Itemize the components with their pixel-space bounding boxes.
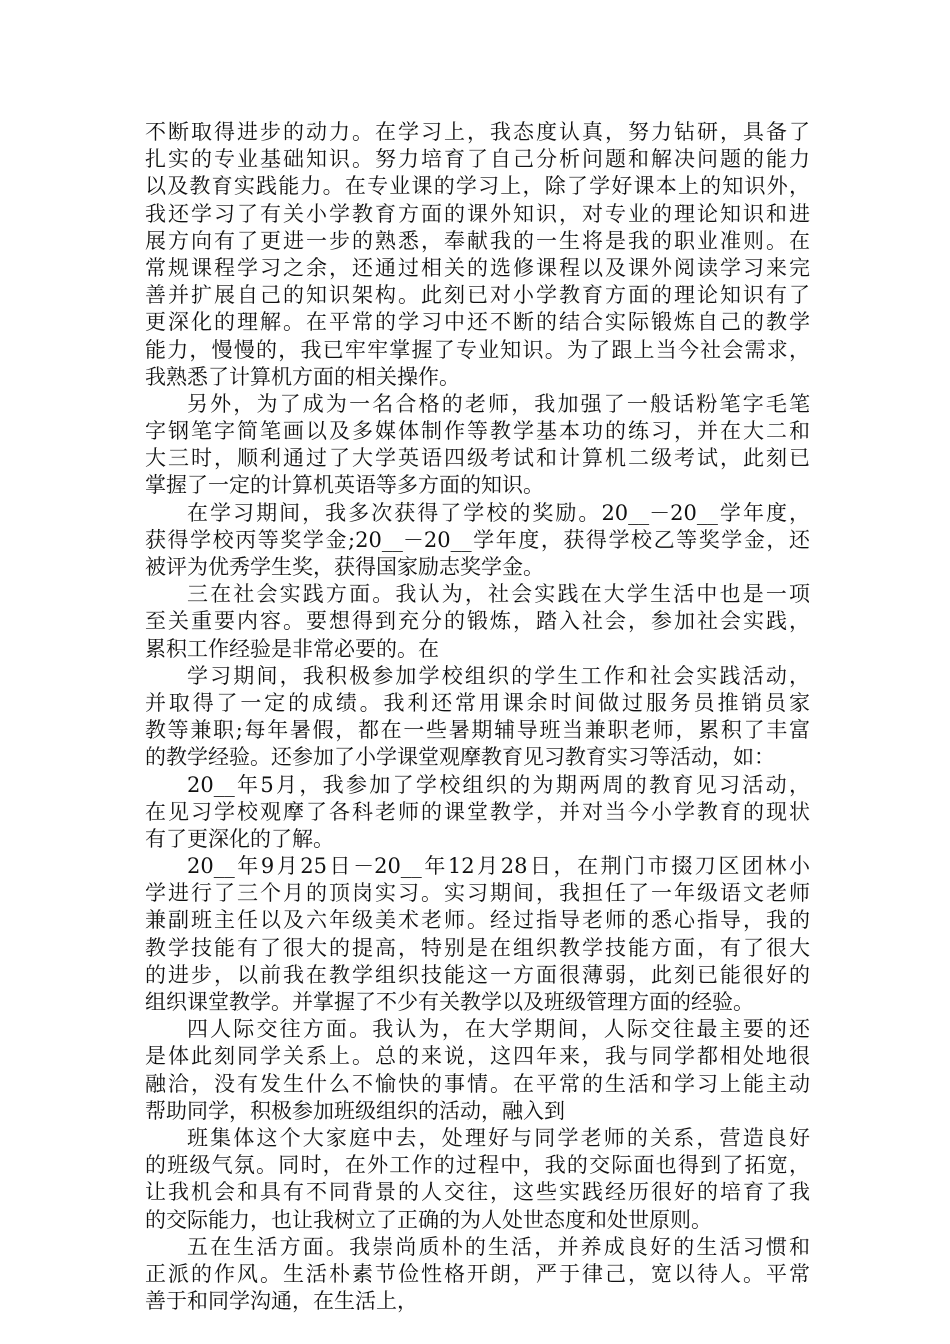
text-line: 在见习学校观摩了各科老师的课堂教学，并对当今小学教育的现状	[145, 799, 810, 824]
text-line: 更深化的理解。在平常的学习中还不断的结合实际锻炼自己的教学	[145, 310, 810, 335]
text-line: 有了更深化的了解。	[145, 826, 334, 851]
text-line: 的教学经验。还参加了小学课堂观摩教育见习教育实习等活动，如：	[145, 745, 775, 770]
text-line: 让我机会和具有不同背景的人交往，这些实践经历很好的培育了我	[145, 1180, 810, 1205]
text-line: 20__年9月25日－20__年12月28日，在荆门市掇刀区团林小	[187, 854, 810, 879]
text-line: 教等兼职;每年暑假，都在一些暑期辅导班当兼职老师，累积了丰富	[145, 718, 810, 743]
text-line: 并取得了一定的成绩。我利还常用课余时间做过服务员推销员家	[145, 690, 810, 715]
body-text	[145, 119, 810, 1315]
text-line: 的进步，以前我在教学组织技能这一方面很薄弱，此刻已能很好的	[145, 962, 810, 987]
text-line: 正派的作风。生活朴素节俭性格开朗，严于律己，宽以待人。平常	[145, 1261, 810, 1286]
text-line: 教学技能有了很大的提高，特别是在组织教学技能方面，有了很大	[145, 935, 810, 960]
text-line: 展方向有了更进一步的熟悉，奉献我的一生将是我的职业准则。在	[145, 228, 810, 253]
text-line: 掌握了一定的计算机英语等多方面的知识。	[145, 473, 544, 498]
text-line: 大三时，顺利通过了大学英语四级考试和计算机二级考试，此刻已	[145, 446, 810, 471]
text-line: 常规课程学习之余，还通过相关的选修课程以及课外阅读学习来完	[145, 255, 810, 280]
text-line: 四人际交往方面。我认为，在大学期间，人际交往最主要的还	[187, 1017, 810, 1042]
text-line: 扎实的专业基础知识。努力培育了自己分析问题和解决问题的能力	[145, 147, 810, 172]
text-line: 我熟悉了计算机方面的相关操作。	[145, 364, 460, 389]
text-line: 获得学校丙等奖学金;20__－20__学年度，获得学校乙等奖学金，还	[145, 527, 810, 552]
text-line: 的交际能力，也让我树立了正确的为人处世态度和处世原则。	[145, 1207, 712, 1232]
text-line: 融洽，没有发生什么不愉快的事情。在平常的生活和学习上能主动	[145, 1071, 810, 1096]
text-line: 学进行了三个月的顶岗实习。实习期间，我担任了一年级语文老师	[145, 881, 810, 906]
text-line: 是体此刻同学关系上。总的来说，这四年来，我与同学都相处地很	[145, 1044, 810, 1069]
text-line: 以及教育实践能力。在专业课的学习上，除了学好课本上的知识外，	[145, 174, 810, 199]
text-line: 我还学习了有关小学教育方面的课外知识，对专业的理论知识和进	[145, 201, 810, 226]
text-line: 善并扩展自己的知识架构。此刻已对小学教育方面的理论知识有了	[145, 283, 810, 308]
text-line: 三在社会实践方面。我认为，社会实践在大学生活中也是一项	[187, 582, 810, 607]
text-line: 字钢笔字简笔画以及多媒体制作等教学基本功的练习，并在大二和	[145, 419, 810, 444]
text-line: 20__年5月，我参加了学校组织的为期两周的教育见习活动，	[187, 772, 810, 797]
text-line: 累积工作经验是非常必要的。在	[145, 636, 439, 661]
text-line: 另外，为了成为一名合格的老师，我加强了一般话粉笔字毛笔	[187, 391, 810, 416]
text-line: 五在生活方面。我崇尚质朴的生活，并养成良好的生活习惯和	[187, 1234, 810, 1259]
text-line: 在学习期间，我多次获得了学校的奖励。20__－20__学年度，	[187, 500, 810, 525]
text-line: 的班级气氛。同时，在外工作的过程中，我的交际面也得到了拓宽，	[145, 1153, 810, 1178]
text-line: 帮助同学，积极参加班级组织的活动，融入到	[145, 1098, 565, 1123]
text-line: 班集体这个大家庭中去，处理好与同学老师的关系，营造良好	[187, 1125, 810, 1150]
text-line: 不断取得进步的动力。在学习上，我态度认真，努力钻研，具备了	[145, 120, 810, 144]
text-line: 至关重要内容。要想得到充分的锻炼，踏入社会，参加社会实践，	[145, 609, 810, 634]
text-line: 被评为优秀学生奖，获得国家励志奖学金。	[145, 555, 544, 579]
text-line: 能力，慢慢的，我已牢牢掌握了专业知识。为了跟上当今社会需求，	[145, 337, 810, 362]
text-line: 学习期间，我积极参加学校组织的学生工作和社会实践活动，	[187, 663, 810, 688]
text-line: 兼副班主任以及六年级美术老师。经过指导老师的悉心指导，我的	[145, 908, 810, 933]
text-line: 善于和同学沟通，在生活上，	[145, 1289, 418, 1314]
text-line: 组织课堂教学。并掌握了不少有关教学以及班级管理方面的经验。	[145, 990, 754, 1014]
